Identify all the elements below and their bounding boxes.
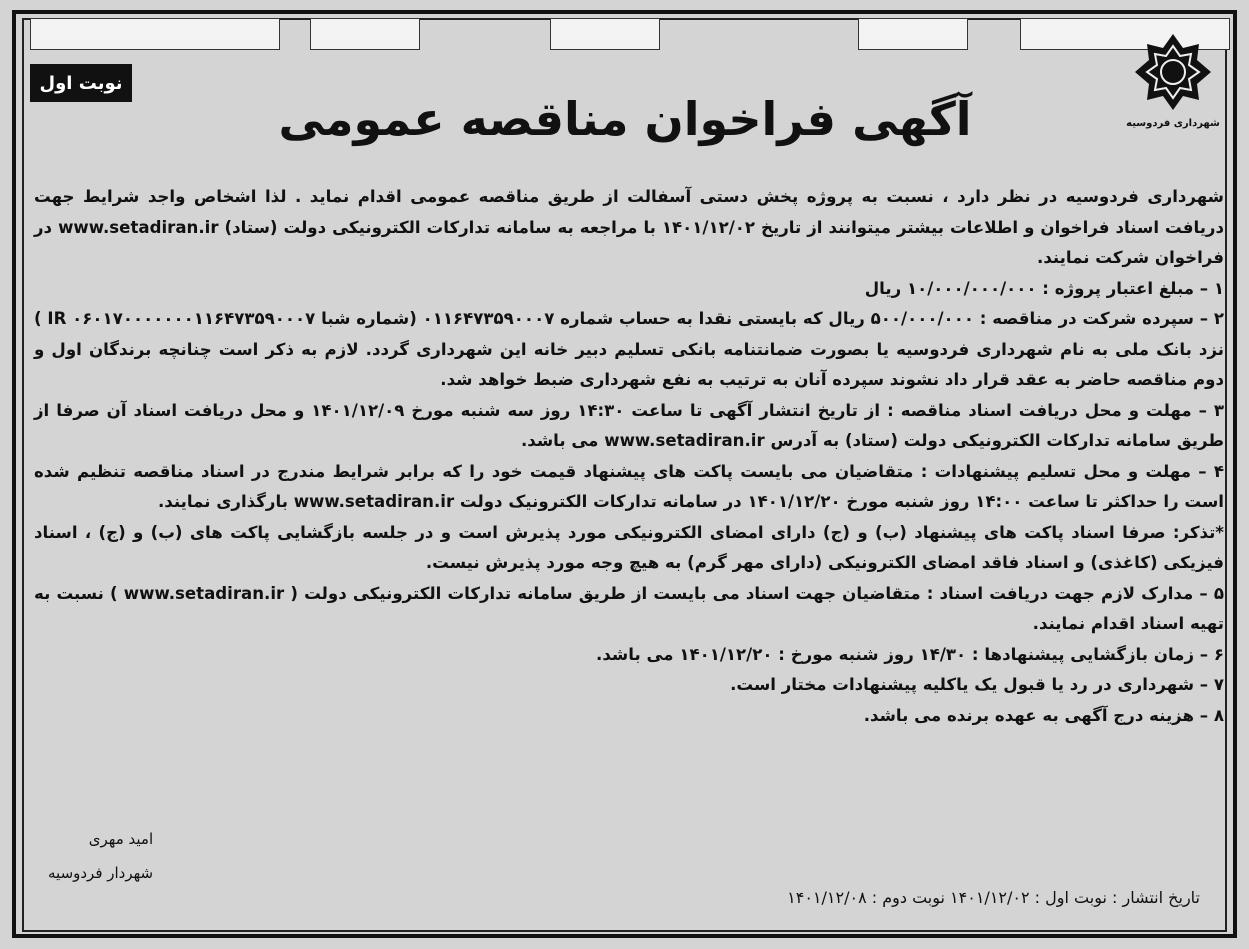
publish-dates: تاریخ انتشار : نوبت اول : ۱۴۰۱/۱۲/۰۲ نوبت دوم : ۱۴۰۱/۱۲/۰۸	[787, 888, 1200, 907]
announcement-body	[34, 182, 1224, 731]
top-bar-segment	[310, 18, 420, 50]
issue-badge: نوبت اول	[30, 64, 132, 102]
item-deposit: ۲ – سپرده شرکت در مناقصه : ۵۰۰/۰۰۰/۰۰۰ ریال که بایستی نقدا به حساب شماره ۰۱۱۶۴۷۳۵۹۰۰۰۷ (شماره شبا IR ۰۶۰۱۷۰۰۰۰۰۰۰۱۱۶۴۷۳۵۹۰۰۰۷ ) نزد بانک ملی به نام شهرداری فردوسیه یا بصورت ضمانتنامه بانکی تسلیم دبیر خانه این شهرداری گردد. لازم به ذکر است چنانچه برندگان اول و دوم مناقصه حاضر به عقد قرار داد نشوند سپرده آنان به ترتیب به نفع شهرداری ضبط خواهد شد.	[34, 309, 1224, 389]
municipality-seal-icon	[1133, 32, 1213, 112]
top-bar-segment	[30, 18, 280, 50]
item-submission-deadline: ۴ – مهلت و محل تسلیم پیشنهادات : متقاضیان می بایست پاکت های پیشنهاد قیمت خود را که برابر شرایط مندرج در اسناد مناقصه تنظیم شده است را حداکثر تا ساعت ۱۴:۰۰ روز شنبه مورخ ۱۴۰۱/۱۲/۲۰ در سامانه تدارکات الکترونیک دولت www.setadiran.ir بارگذاری نمایند.	[34, 461, 1224, 511]
item-required-documents: ۵ – مدارک لازم جهت دریافت اسناد : متقاضیان جهت اسناد می بایست از طریق سامانه تدارکات الکترونیکی دولت ( www.setadiran.ir ) نسبت به تهیه اسناد اقدام نمایند.	[34, 583, 1224, 633]
signer-position: شهردار فردوسیه	[48, 864, 154, 882]
signer-name: امید مهری	[88, 830, 154, 848]
top-bar-segment	[858, 18, 968, 50]
note-paragraph: *تذکر: صرفا اسناد پاکت های پیشنهاد (ب) و (ج) دارای امضای الکترونیکی مورد پذیرش است و در جلسه بازگشایی پاکت های (ب) و (ج) ، اسناد فیزیکی (کاغذی) و اسناد فاقد امضای الکترونیکی (دارای مهر گرم) به هیچ وجه مورد پذیرش نیست.	[34, 522, 1224, 572]
signature-block	[48, 822, 153, 890]
municipality-seal	[1125, 32, 1221, 144]
page-title: آگهی فراخوان مناقصه عمومی	[278, 92, 972, 146]
item-document-deadline: ۳ – مهلت و محل دریافت اسناد مناقصه : از تاریخ انتشار آگهی تا ساعت ۱۴:۳۰ روز سه شنبه مورخ ۱۴۰۱/۱۲/۰۹ و محل دریافت اسناد آن صرفا از طریق سامانه تدارکات الکترونیکی دولت (ستاد) به آدرس www.setadiran.ir می باشد.	[34, 400, 1224, 450]
top-bar-segment	[550, 18, 660, 50]
item-advertising-cost: ۸ – هزینه درج آگهی به عهده برنده می باشد.	[863, 705, 1224, 725]
item-opening-time: ۶ – زمان بازگشایی پیشنهادها : ۱۴/۳۰ روز شنبه مورخ : ۱۴۰۱/۱۲/۲۰ می باشد.	[596, 644, 1224, 664]
intro-paragraph: شهرداری فردوسیه در نظر دارد ، نسبت به پروژه پخش دستی آسفالت از طریق مناقصه عمومی اقدام نماید . لذا اشخاص واجد شرایط جهت دریافت اسناد فراخوان و اطلاعات بیشتر میتوانند از تاریخ ۱۴۰۱/۱۲/۰۲ با مراجعه به سامانه تدارکات الکترونیکی دولت (ستاد) www.setadiran.ir در فراخوان شرکت نمایند.	[34, 187, 1224, 267]
seal-caption: شهرداری فردوسیه	[1126, 118, 1220, 129]
item-budget: ۱ – مبلغ اعتبار پروژه : ۱۰/۰۰۰/۰۰۰/۰۰۰ ریال	[864, 278, 1224, 298]
item-rejection-right: ۷ – شهرداری در رد یا قبول یک یاکلیه پیشنهادات مختار است.	[730, 675, 1224, 694]
